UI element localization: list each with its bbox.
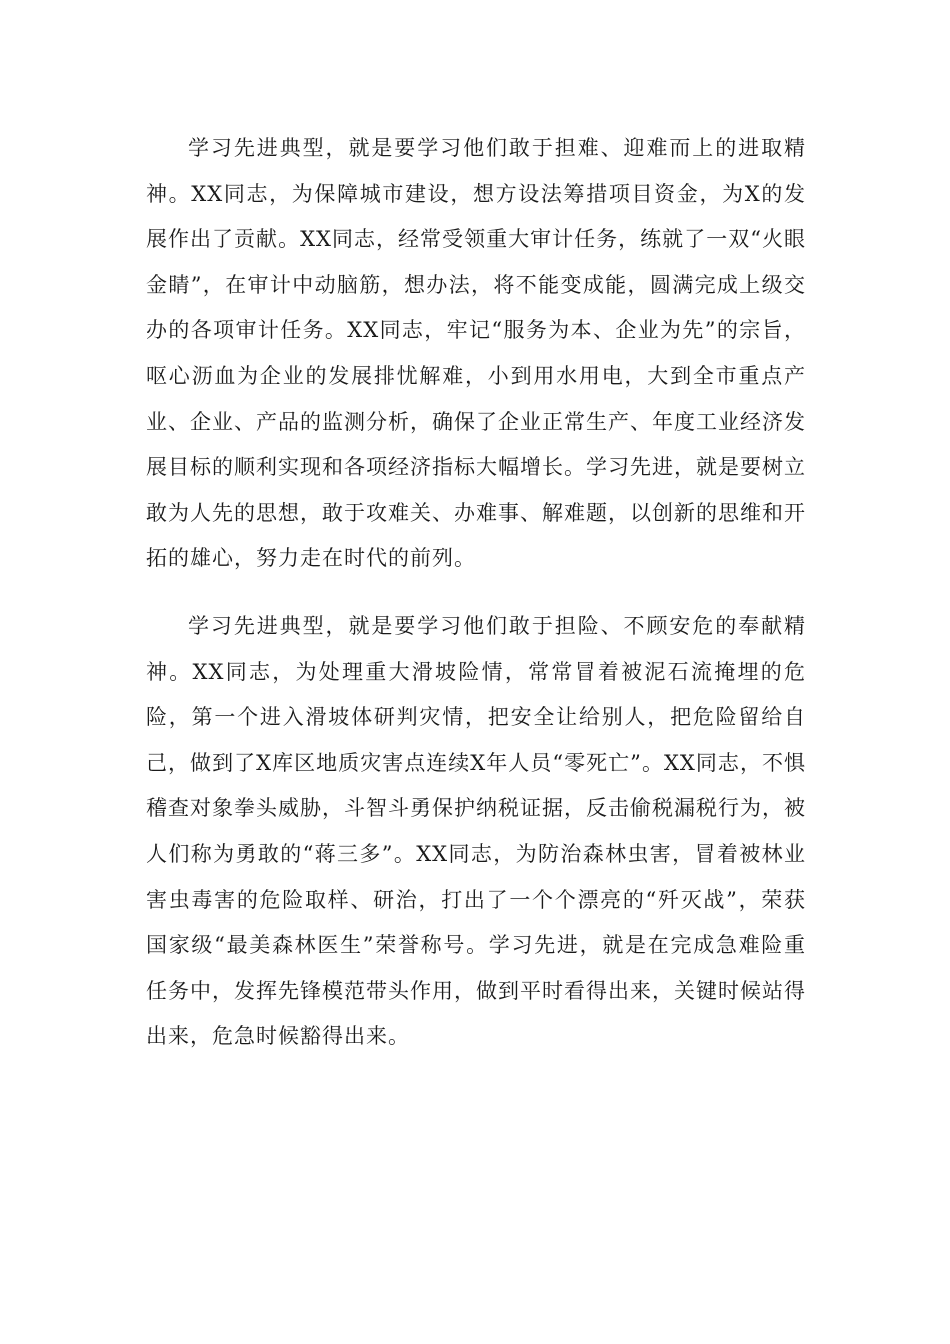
document-page [146, 126, 806, 1060]
body-paragraph-1: 学习先进典型，就是要学习他们敢于担难、迎难而上的进取精神。XX同志，为保障城市建设，想方设法筹措项目资金，为X的发展作出了贡献。XX同志，经常受领重大审计任务，练就了一双“火眼金睛”，在审计中动脑筋，想办法，将不能变成能，圆满完成上级交办的各项审计任务。XX同志，牢记“服务为本、企业为先”的宗旨，呕心沥血为企业的发展排忧解难，小到用水用电，大到全市重点产业、企业、产品的监测分析，确保了企业正常生产、年度工业经济发展目标的顺利实现和各项经济指标大幅增长。学习先进，就是要树立敢为人先的思想，敢于攻难关、办难事、解难题，以创新的思维和开拓的雄心，努力走在时代的前列。 [146, 136, 806, 571]
body-paragraph-2: 学习先进典型，就是要学习他们敢于担险、不顾安危的奉献精神。XX同志，为处理重大滑坡险情，常常冒着被泥石流掩埋的危险，第一个进入滑坡体研判灾情，把安全让给别人，把危险留给自己，做到了X库区地质灾害点连续X年人员“零死亡”。XX同志，不惧稽查对象拳头威胁，斗智斗勇保护纳税证据，反击偷税漏税行为，被人们称为勇敢的“蒋三多”。XX同志，为防治森林虫害，冒着被林业害虫毒害的危险取样、研治，打出了一个个漂亮的“歼灭战”，荣获国家级“最美森林医生”荣誉称号。学习先进，就是在完成急难险重任务中，发挥先锋模范带头作用，做到平时看得出来，关键时候站得出来，危急时候豁得出来。 [146, 613, 806, 1049]
